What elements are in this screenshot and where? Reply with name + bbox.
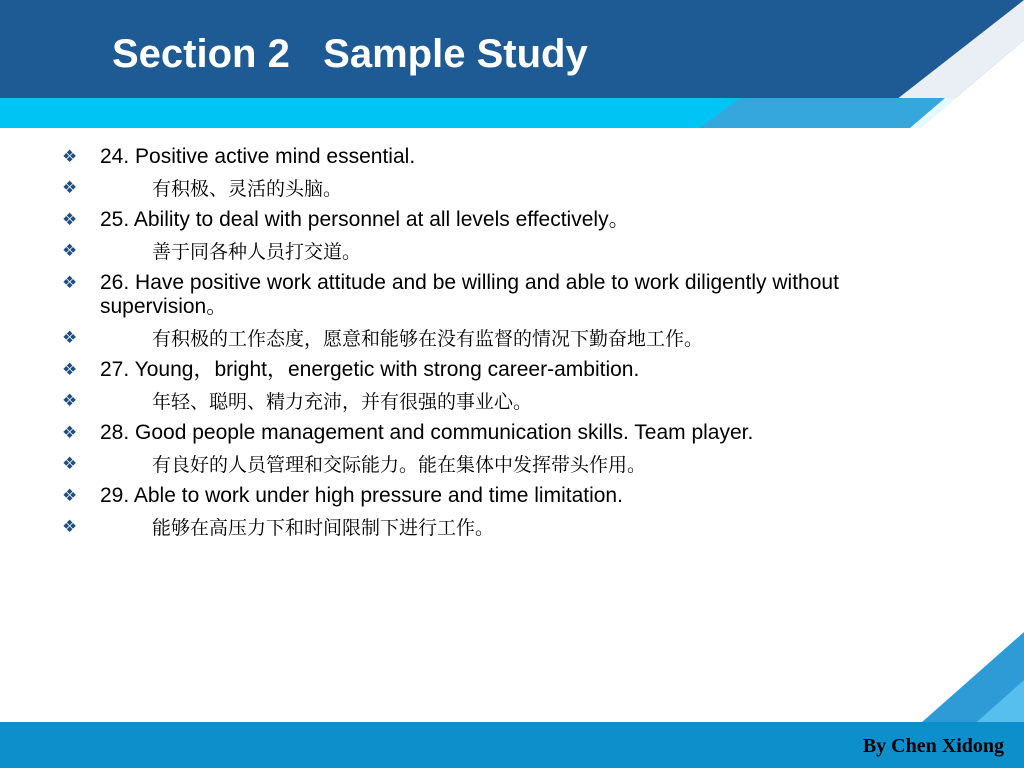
- item-text: 有积极、灵活的头脑。: [152, 178, 343, 200]
- list-item: [62, 326, 942, 352]
- list-item: [62, 271, 942, 319]
- diamond-bullet-icon: ❖: [62, 517, 78, 537]
- item-text: 24. Positive active mind essential.: [100, 145, 416, 168]
- author-credit: By Chen Xidong: [862, 735, 1004, 757]
- diamond-bullet-icon: ❖: [62, 178, 78, 198]
- list-item: [62, 484, 942, 508]
- page-title: Section 2 Sample Study: [112, 32, 588, 76]
- list-item: [62, 145, 942, 169]
- diamond-bullet-icon: ❖: [62, 391, 78, 411]
- bullet-list: [62, 145, 942, 547]
- list-item: [62, 452, 942, 478]
- item-text: 25. Ability to deal with personnel at all levels effectively。: [100, 208, 630, 231]
- item-text: 年轻、聪明、精力充沛，并有很强的事业心。: [152, 391, 533, 413]
- diamond-bullet-icon: ❖: [62, 273, 78, 293]
- diamond-bullet-icon: ❖: [62, 210, 78, 230]
- item-text: 27. Young，bright，energetic with strong career-ambition.: [100, 358, 640, 381]
- list-item: [62, 421, 942, 445]
- diamond-bullet-icon: ❖: [62, 486, 78, 506]
- list-item: [62, 208, 942, 232]
- diamond-bullet-icon: ❖: [62, 328, 78, 348]
- list-item: [62, 389, 942, 415]
- list-item: [62, 358, 942, 382]
- list-item: [62, 239, 942, 265]
- item-text: 有积极的工作态度，愿意和能够在没有监督的情况下勤奋地工作。: [152, 328, 704, 350]
- item-text: 28. Good people management and communication skills. Team player.: [100, 421, 754, 444]
- item-text: 有良好的人员管理和交际能力。能在集体中发挥带头作用。: [152, 454, 647, 476]
- item-text: 29. Able to work under high pressure and time limitation.: [100, 484, 623, 507]
- diamond-bullet-icon: ❖: [62, 423, 78, 443]
- diamond-bullet-icon: ❖: [62, 241, 78, 261]
- item-text: 能够在高压力下和时间限制下进行工作。: [152, 517, 495, 539]
- list-item: [62, 176, 942, 202]
- diamond-bullet-icon: ❖: [62, 454, 78, 474]
- diamond-bullet-icon: ❖: [62, 147, 78, 167]
- list-item: [62, 515, 942, 541]
- item-text: 善于同各种人员打交道。: [152, 241, 362, 263]
- diamond-bullet-icon: ❖: [62, 360, 78, 380]
- item-text: 26. Have positive work attitude and be willing and able to work diligently without supervision。: [100, 271, 839, 318]
